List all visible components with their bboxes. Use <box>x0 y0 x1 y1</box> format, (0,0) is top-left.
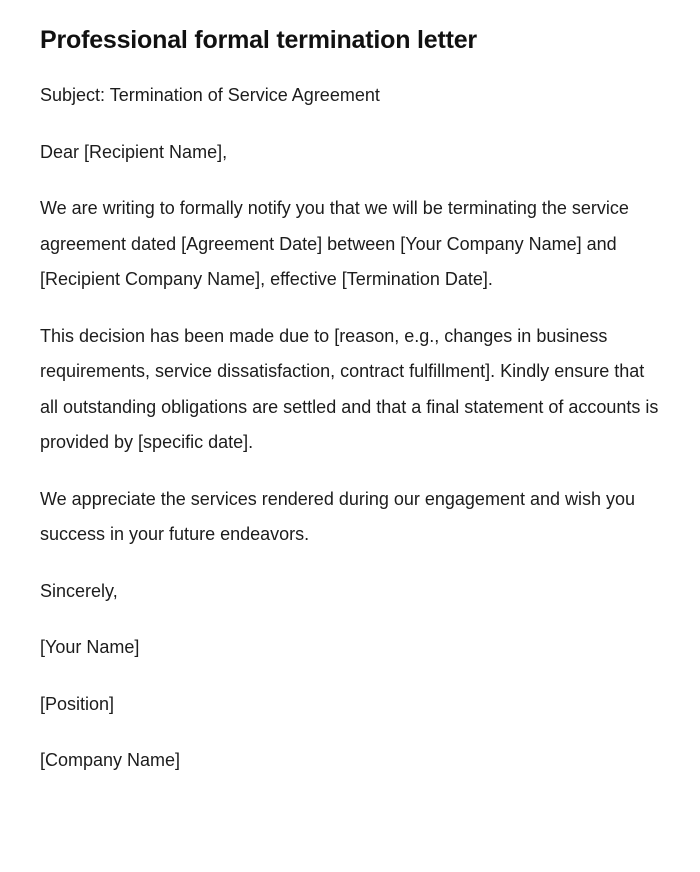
letter-body <box>40 78 660 779</box>
page-title: Professional formal termination letter <box>40 26 477 54</box>
body-paragraph-3: We appreciate the services rendered during our engagement and wish you success in your future endeavors. <box>40 488 636 544</box>
signature-name: [Your Name] <box>40 637 140 657</box>
closing-salutation: Sincerely, <box>40 580 118 601</box>
salutation: Dear [Recipient Name], <box>40 141 228 162</box>
body-paragraph-2: This decision has been made due to [reason, e.g., changes in business requirements, service dissatisfaction, contract fulfillment]. Kindly ensure that all outstanding obligations are settled and that a final statement of accounts is provided by [specific date]. <box>40 325 659 452</box>
signature-position: [Position] <box>40 693 115 714</box>
signature-company: [Company Name] <box>40 750 181 770</box>
body-paragraph-1: We are writing to formally notify you that we will be terminating the service agreement dated [Agreement Date] between [Your Company Name] and [Recipient Company Name], effective [Termination Date]. <box>40 198 629 289</box>
subject-line: Subject: Termination of Service Agreement <box>40 85 380 105</box>
